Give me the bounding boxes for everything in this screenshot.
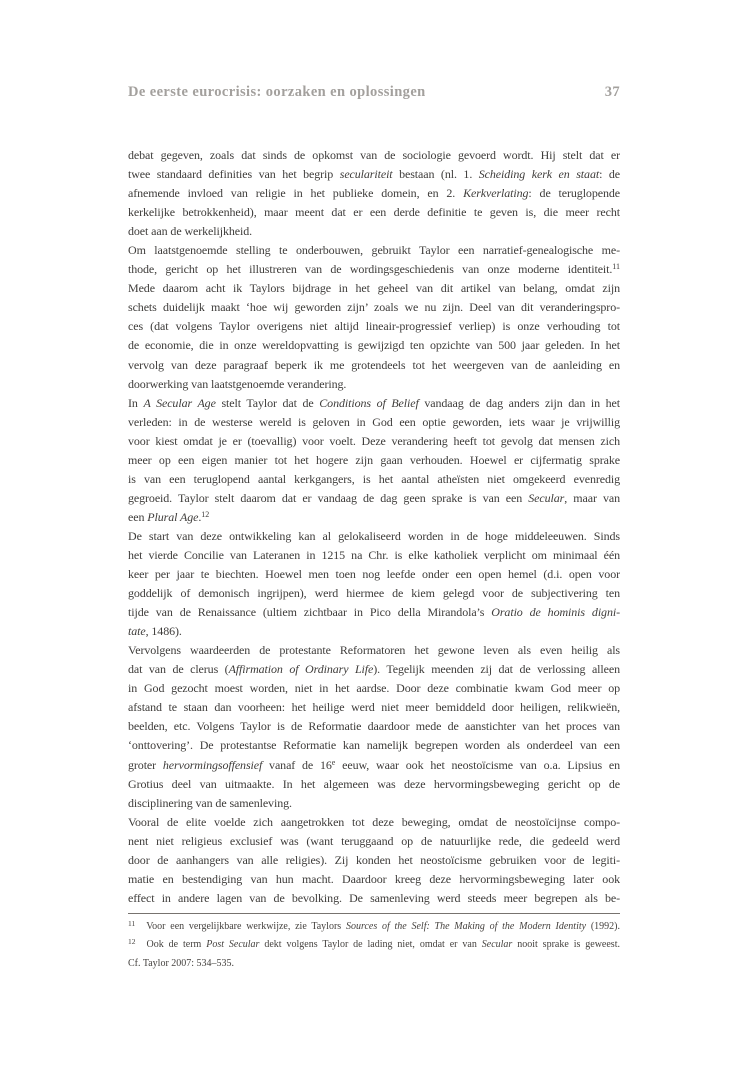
text-line (128, 489, 620, 508)
paragraph (128, 641, 620, 812)
text-line (128, 813, 620, 832)
italic-text: Secular (481, 939, 513, 951)
text-run: . (198, 509, 202, 524)
text-run: is van een teruglopend aantal kerkgangers, is het aantal atheïsten niet omgekeerd evenredig (128, 471, 620, 486)
text-run: : de (599, 167, 620, 182)
footnote-rule (128, 913, 620, 914)
text-run: vanaf de 16 (262, 757, 332, 772)
text-run: ). Tegelijk meenden zij dat de verlossing alleen (373, 662, 620, 677)
text-run: stelt Taylor dat de (215, 395, 320, 410)
italic-text: seculariteit (339, 167, 393, 182)
text-run: twee standaard definities van het begrip (128, 167, 340, 182)
text-run: meer op een eigen manier tot het hogere zijn gaan verhouden. Hoewel er cijfermatig sprake (128, 452, 620, 467)
text-line (128, 870, 620, 889)
italic-text: Post Secular (206, 939, 260, 951)
text-run: Voor een vergelijkbare werkwijze, zie Taylors (146, 921, 346, 932)
text-line (128, 260, 620, 279)
text-line (128, 394, 620, 413)
text-line (128, 698, 620, 717)
text-run: groter (128, 757, 163, 772)
text-run: dat van de clerus ( (128, 662, 229, 677)
text-run: De start van deze ontwikkeling kan al gelokaliseerd worden in de hoge middeleeuwen. Sinds (128, 528, 620, 543)
text-run: Om laatstgenoemde stelling te onderbouwen, gebruikt Taylor een narratief-genealogische me- (128, 243, 620, 258)
text-run: eeuw, waar ook het neostoïcisme van o.a. Lipsius en (335, 757, 620, 772)
text-run: afnemende invloed van religie in het publieke domein, en 2. (128, 186, 464, 201)
italic-text: Affirmation of Ordinary Life (228, 662, 374, 677)
text-line (128, 889, 620, 908)
text-run: verleden: in de westerse wereld is geloven in God een optie geworden, iets waar je vrijwillig (128, 414, 620, 429)
text-line (128, 641, 620, 660)
paragraph (128, 813, 620, 908)
running-header-title: De eerste eurocrisis: oorzaken en oplossingen (128, 84, 426, 100)
italic-text: hervormingsoffensief (162, 757, 263, 772)
text-run: , 1486). (145, 624, 182, 639)
italic-text: Scheiding kerk en staat (478, 167, 600, 182)
text-run: in God gezocht moest worden, niet in het aardse. Door deze combinatie kwam God meer op (128, 681, 620, 696)
text-line (128, 584, 620, 603)
paragraph (128, 527, 620, 641)
text-run: dekt volgens Taylor de lading niet, omdat er van (259, 939, 482, 951)
footnotes (128, 918, 620, 973)
text-run: Vervolgens waardeerden de protestante Reformatoren het gewone leven als even heilig als (128, 643, 620, 658)
text-line (128, 279, 620, 298)
text-run: tijde van de Renaissance (ultiem zichtbaar in Pico della Mirandola’s (128, 605, 492, 620)
text-run: Ook de term (146, 939, 207, 951)
text-line (128, 413, 620, 432)
text-run: In (128, 395, 144, 410)
paragraph (128, 241, 620, 393)
text-line (128, 146, 620, 165)
text-line (128, 317, 620, 336)
text-run: kerkelijke betrokkenheid), maar meent dat er een derde definitie te geven is, die meer recht (128, 205, 620, 220)
text-run: afstand te staan dan voorheen: het heilige werd niet meer bemiddeld door heiligen, relikwieën, (128, 700, 620, 715)
text-line (128, 203, 620, 222)
text-line (128, 736, 620, 755)
footnote-ref: 11 (612, 262, 620, 272)
text-run: (1992). (586, 921, 620, 932)
text-line (128, 527, 620, 546)
text-run: nooit sprake is geweest. (512, 939, 620, 951)
text-run: Cf. Taylor 2007: 534–535. (128, 957, 235, 969)
text-run: goddelijk of demonisch ingrijpen), werd hiermee de kiem gelegd voor de subjectivering ten (128, 586, 620, 601)
text-run: nent niet religieus exclusief was (want teruggaand op de natuurlijke rede, die gedeeld werd (128, 833, 620, 848)
text-run: schets duidelijk maakt ‘hoe wij geworden zijn’ zoals we nu zijn. Deel van dit veranderingspro- (128, 300, 620, 315)
text-line (128, 565, 620, 584)
text-line (128, 717, 620, 736)
text-line (128, 356, 620, 375)
footnote-line (128, 936, 620, 954)
text-line (128, 794, 620, 813)
italic-text: Conditions of Belief (319, 395, 419, 410)
text-run: vandaag de dag anders zijn dan in het (418, 395, 620, 410)
running-header (128, 84, 620, 101)
text-run: beelden, etc. Volgens Taylor is de Reformatie daardoor mede de aanstichter van het proces van (128, 719, 620, 734)
text-run: door de aanhangers van alle religies). Zij konden het neostoïcisme gebruiken voor de legiti- (128, 852, 620, 867)
text-line (128, 470, 620, 489)
text-line (128, 432, 620, 451)
text-run: gegroeid. Taylor stelt daarom dat er vandaag de dag geen sprake is van een (128, 490, 529, 505)
italic-text: Oratio de hominis digni- (491, 605, 620, 620)
text-line (128, 603, 620, 622)
text-line (128, 679, 620, 698)
text-run: matie en bestendiging van hun macht. Daardoor kreeg deze hervormingsbeweging later ook (128, 871, 620, 886)
text-line (128, 508, 620, 527)
footnote-ref: e (331, 757, 336, 767)
footnote-line (128, 918, 620, 936)
text-line (128, 241, 620, 260)
text-line (128, 336, 620, 355)
body-text (128, 146, 620, 908)
footnote-number: 12 (128, 937, 136, 947)
footnote-ref: 12 (201, 509, 210, 519)
text-run: het vierde Concilie van Lateranen in 1215 na Chr. is elke katholiek verplicht om minimaal één (128, 547, 620, 562)
text-run: disciplinering van de samenleving. (128, 795, 292, 810)
text-run: thode, gericht op het illustreren van de wordingsgeschiedenis van onze moderne identiteit. (128, 262, 613, 277)
text-line (128, 184, 620, 203)
text-line (128, 660, 620, 679)
page-number: 37 (604, 84, 620, 100)
italic-text: Kerkverlating (463, 186, 529, 201)
footnote-line (128, 955, 620, 973)
text-run: een (128, 509, 148, 524)
text-run: doet aan de werkelijkheid. (128, 224, 253, 239)
text-run: de economie, die in onze wereldopvatting is gewijzigd ten opzichte van 500 jaar geleden. In het (128, 338, 620, 353)
text-run: Vooral de elite voelde zich aangetrokken tot deze beweging, omdat de neostoïcijnse compo- (128, 814, 620, 829)
text-run: doorwerking van laatstgenoemde verandering. (128, 376, 347, 391)
text-line (128, 298, 620, 317)
text-line (128, 451, 620, 470)
text-line (128, 832, 620, 851)
italic-text: Plural Age (147, 509, 199, 524)
text-run: ‘onttovering’. De protestantse Reformatie kan namelijk begrepen worden als onderdeel van een (128, 738, 620, 753)
italic-text: Secular (528, 490, 565, 505)
text-run: bestaan (nl. 1. (392, 167, 479, 182)
text-line (128, 756, 620, 775)
italic-text: Sources of the Self: The Making of the Modern Identity (345, 921, 587, 932)
text-run: voor kiest omdat je er (toevallig) voor voelt. Deze verandering heeft tot gevolg dat mensen zich (128, 433, 620, 448)
text-line (128, 375, 620, 394)
text-line (128, 851, 620, 870)
text-run: , maar van (564, 490, 620, 505)
text-run: vervolg van deze paragraaf beperk ik me grotendeels tot het weergeven van de aanleiding en (128, 357, 620, 372)
text-line (128, 165, 620, 184)
text-run: Grotius deel van uitmaakte. In het algemeen was deze hervormingsbeweging gericht op de (128, 776, 620, 791)
italic-text: tate (128, 624, 146, 639)
paragraph (128, 146, 620, 241)
text-run: debat gegeven, zoals dat sinds de opkomst van de sociologie gevoerd wordt. Hij stelt dat er (128, 148, 620, 162)
text-run: Mede daarom acht ik Taylors bijdrage in het geheel van dit artikel van belang, omdat zijn (128, 281, 620, 296)
text-run: ces (dat volgens Taylor overigens niet altijd lineair-progressief verliep) is onze verhouding tot (128, 319, 620, 334)
text-run: keer per jaar te biechten. Hoewel men toen nog leefde onder een open hemel (d.i. open voor (128, 567, 620, 582)
footnote-number: 11 (128, 919, 136, 928)
text-line (128, 775, 620, 794)
text-run: : de teruglopende (528, 186, 620, 201)
text-line (128, 222, 620, 241)
paragraph (128, 394, 620, 527)
text-run: effect in andere lagen van de bevolking. De samenleving werd steeds meer begrepen als be- (128, 890, 620, 905)
italic-text: A Secular Age (143, 395, 216, 410)
text-line (128, 622, 620, 641)
text-line (128, 546, 620, 565)
